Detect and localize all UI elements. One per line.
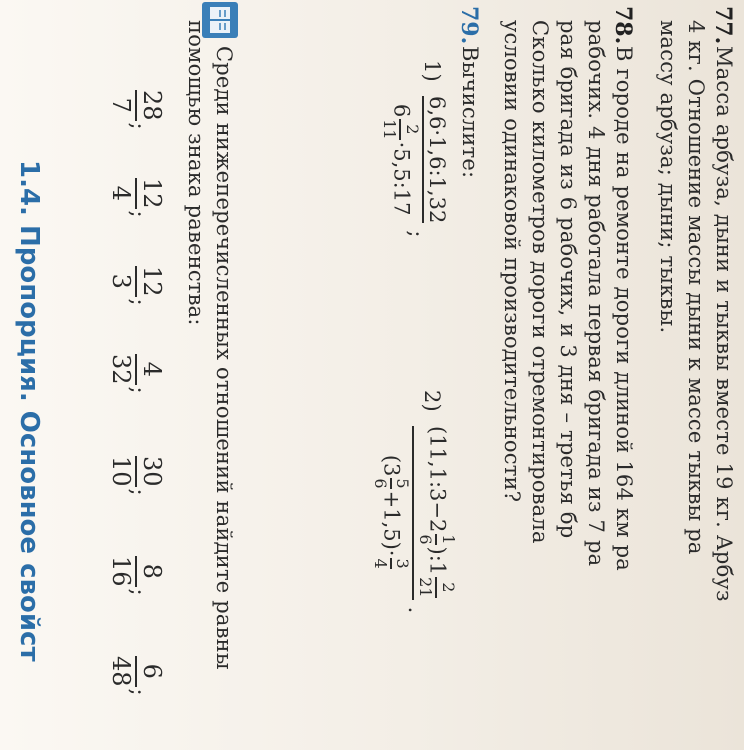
ratio-item bbox=[108, 88, 164, 130]
item-1-denominator bbox=[380, 104, 420, 216]
problem-78-line-1: В городе на ремонте дороги длиной 164 км ра bbox=[612, 46, 636, 571]
item-2-bot2-frac bbox=[371, 558, 411, 568]
item-2-denominator bbox=[371, 455, 411, 571]
item-2-bot-frac-n: 5 bbox=[393, 478, 413, 489]
item-1-end: ; bbox=[404, 230, 429, 238]
item-1-den-whole: 6 bbox=[389, 103, 414, 118]
ratio-denominator: 16 bbox=[106, 556, 135, 587]
ratio-separator: ; bbox=[126, 122, 151, 130]
item-1-numerator: 6,6·1,6:1,32 bbox=[425, 96, 449, 224]
problem-78-line-5: условии одинаковой производительности? bbox=[500, 20, 524, 503]
item-2-top-a: (11,1:3−2 bbox=[425, 426, 450, 533]
ratio-denominator: 48 bbox=[106, 656, 135, 687]
item-2-bot-frac bbox=[371, 478, 411, 488]
item-2-bot-a: (3 bbox=[380, 454, 405, 477]
problem-78-number: 78. bbox=[610, 6, 636, 45]
ratio-denominator: 4 bbox=[106, 185, 135, 201]
item-1-expression bbox=[380, 94, 448, 238]
item-2-numerator bbox=[416, 426, 456, 600]
problem-77-line-3: массу арбуза; дыни; тыквы. bbox=[656, 20, 680, 334]
ratio-numerator: 12 bbox=[138, 178, 166, 209]
ratio-numerator: 30 bbox=[138, 456, 166, 487]
ratio-item bbox=[108, 176, 164, 218]
item-2-top-frac-d: 6 bbox=[416, 534, 436, 545]
section-heading bbox=[14, 160, 44, 662]
item-1-fraction bbox=[380, 96, 448, 223]
item-2-bot-b: +1,5)· bbox=[380, 490, 405, 557]
ratio-item bbox=[108, 554, 164, 596]
problem-80-line-2: помощью знака равенства: bbox=[184, 20, 208, 326]
ratio-separator: ; bbox=[126, 688, 151, 696]
item-2-top2-frac-d: 21 bbox=[416, 577, 436, 598]
problem-79-title: Вычислите: bbox=[458, 46, 482, 179]
ratio-item bbox=[108, 454, 164, 496]
ratio-item bbox=[108, 654, 164, 696]
item-2-fraction bbox=[371, 426, 456, 600]
item-2-expression bbox=[371, 424, 456, 614]
ratio-separator: ; bbox=[126, 488, 151, 496]
problem-77-line-2: 4 кг. Отношение массы дыни к массе тыквы ра bbox=[684, 20, 708, 555]
ratio-item bbox=[108, 264, 164, 306]
item-2-top-frac-bar bbox=[435, 534, 437, 544]
item-1-label: 1) bbox=[420, 60, 444, 82]
item-2-bot-frac-d: 6 bbox=[370, 478, 390, 489]
item-2-label: 2) bbox=[420, 390, 444, 412]
ratio-separator: ; bbox=[126, 588, 151, 596]
item-2-bot2-frac-d: 4 bbox=[370, 558, 390, 569]
item-2-fraction-bar bbox=[412, 426, 414, 600]
item-1-den-frac-bar bbox=[399, 119, 401, 139]
ratio-numerator: 28 bbox=[138, 90, 166, 121]
problem-78-line-4: Сколько километров дороги отремонтировала bbox=[528, 20, 552, 544]
item-2-top-frac-n: 1 bbox=[439, 534, 458, 545]
ratio-denominator: 32 bbox=[106, 354, 135, 385]
ratio-denominator: 7 bbox=[106, 97, 135, 113]
problem-77-number: 77. bbox=[710, 6, 736, 45]
problem-80-line-1: Среди нижеперечисленных отношений найдите равны bbox=[212, 46, 236, 670]
ratio-numerator: 4 bbox=[138, 361, 166, 377]
item-2-bot2-frac-n: 3 bbox=[393, 558, 413, 569]
item-1-den-frac-d: 11 bbox=[380, 119, 400, 140]
item-2-bot2-frac-bar bbox=[390, 558, 392, 568]
item-2-top2-frac-n: 2 bbox=[439, 582, 458, 593]
item-1-den-frac-n: 2 bbox=[402, 124, 422, 135]
ratio-item bbox=[108, 352, 164, 394]
ratio-separator: ; bbox=[126, 386, 151, 394]
ratio-denominator: 10 bbox=[106, 456, 135, 487]
problem-77-line-1: Масса арбуза, дыни и тыквы вместе 19 кг. Арбуз bbox=[712, 46, 736, 602]
ratio-numerator: 12 bbox=[138, 266, 166, 297]
item-2-top-frac bbox=[416, 534, 456, 544]
item-1-fraction-bar bbox=[422, 96, 424, 223]
item-1-den-fraction bbox=[380, 119, 420, 139]
item-2-end: . bbox=[403, 606, 428, 614]
section-title: Пропорция. Основное свойст bbox=[14, 225, 44, 662]
ratio-separator: ; bbox=[126, 210, 151, 218]
ratio-numerator: 6 bbox=[138, 663, 166, 679]
ratio-denominator: 3 bbox=[106, 273, 135, 289]
item-2-bot-frac-bar bbox=[390, 478, 392, 488]
problem-79-number: 79. bbox=[456, 6, 482, 45]
section-number: 1.4. bbox=[14, 160, 44, 216]
item-1-den-rest: ·5,5:17 bbox=[389, 141, 414, 216]
item-2-top2-frac-bar bbox=[435, 577, 437, 597]
problem-78-line-3: рая бригада из 6 рабочих, и 3 дня – третья бр bbox=[556, 20, 580, 539]
ratio-separator: ; bbox=[126, 298, 151, 306]
item-2-top2-frac bbox=[416, 577, 456, 597]
item-2-top-b: ):1 bbox=[425, 546, 450, 576]
problem-78-line-2: рабочих. 4 дня работала первая бригада из 7 ра bbox=[584, 20, 608, 567]
ratio-numerator: 8 bbox=[138, 563, 166, 579]
